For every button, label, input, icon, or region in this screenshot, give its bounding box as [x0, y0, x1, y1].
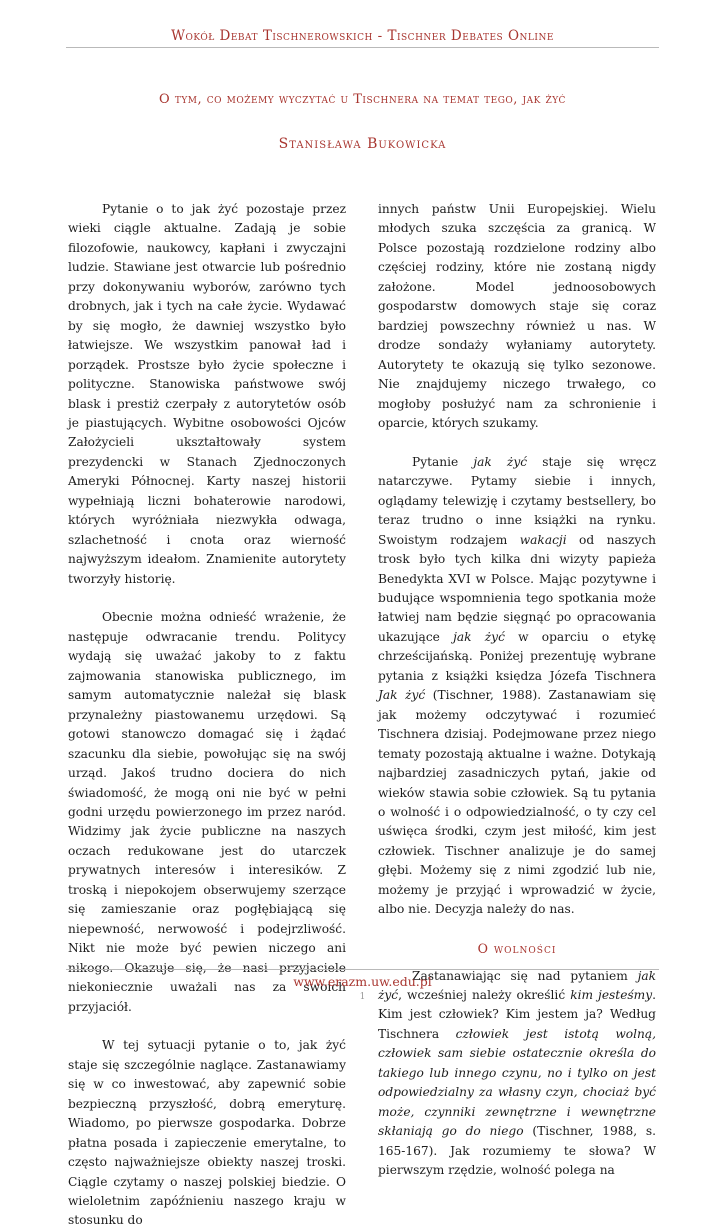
paragraph: Pytanie jak żyć staje się wręcz natarczywe. Pytamy siebie i innych, oglądamy telewizję i czytamy bestsellery, bo teraz trudno o inne książki na rynku. Swoistym rodzajem wakacji od naszych trosk było tych kilka dni wizyty papieża Benedykta XVI w Polsce. Mając pozytywne i budujące wspomnienia tego spotkania może łatwiej nam będzie sięgnąć po opracowania ukazujące jak żyć w oparciu o etykę chrześcijańską. Poniżej prezentuję wybrane pytania z książki księdza Józefa Tischnera Jak żyć (Tischner, 1988). Zastanawiam się jak możemy odczytywać i rozumieć Tischnera dzisiaj. Podejmowane przez niego tematy pozostają aktualne i ważne. Dotykają najbardziej zasadniczych pytań, jakie od wieków stawia sobie człowiek. Są tu pytania o wolność i o odpowiedzialność, o ty czy cel uświęca środki, czym jest miłość, kim jest człowiek. Tischner analizuje je do samej głębi. Możemy się z nimi zgodzić lub nie, możemy je przyjąć i wprowadzić w życie, albo nie. Decyzja należy do nas. [378, 454, 657, 917]
left-column [68, 200, 346, 1231]
section-heading: O wolności [477, 941, 557, 957]
footer-link[interactable]: www.erazm.uw.edu.pl [293, 974, 432, 989]
author-name: Stanisława Bukowicka [278, 136, 447, 152]
page-number: 1 [359, 992, 366, 1002]
article-title: O tym, co możemy wyczytać u Tischnera na temat tego, jak żyć [159, 92, 566, 107]
paragraph: W tej sytuacji pytanie o to, jak żyć staje się szczególnie naglące. Zastanawiamy się w co inwestować, aby zapewnić sobie bezpieczną przyszłość, dobrą emeryturę. Wiadomo, po pierwsze gospodarka. Dobrze płatna posada i zapieczenie emerytalne, to często najważniejsze obiekty naszej troski. Ciągle czytamy o naszej polskiej biedzie. O wieloletnim zapóźnieniu naszego kraju w stosunku do [68, 1038, 346, 1228]
paragraph: innych państw Unii Europejskiej. Wielu młodych szuka szczęścia za granicą. W Polsce pozostają rozdzielone rodziny albo częściej rodziny, które nie zostaną nigdy założone. Model jednoosobowych gospodarstw domowych staje się coraz bardziej powszechny również u nas. W drodze sondaży wyłaniamy autorytety. Autorytety te okazują się tylko sezonowe. Nie znajdujemy niczego trwałego, co mogłoby posłużyć nam za schronienie i oparcie, których szukamy. [378, 202, 656, 430]
paragraph: Obecnie można odnieść wrażenie, że następuje odwracanie trendu. Politycy wydają się uważać jakoby to z faktu zajmowania stanowiska publicznego, im samym automatycznie należał się blask przynależny piastowanemu urzędowi. Są gotowi stanowczo domagać się i żądać szacunku dla siebie, powołując się na swój urząd. Jakoś trudno dociera do nich świadomość, że mogą oni nie być w pełni godni urzędu powierzonego im przez naród. Widzimy jak życie publiczne na naszych oczach redukowane jest do utarczek prywatnych interesów i interesików. Z troską i niepokojem obserwujemy szerzące się zamieszanie oraz pogłębiającą się niepewność, nerwowość i podejrzliwość. Nikt nie może być pewien niczego ani nikogo. Okazuje się, że nasi przyjaciele niekoniecznie uważali nas za swoich przyjaciół. [68, 610, 346, 1014]
paragraph: Zastanawiając się nad pytaniem jak żyć, wcześniej należy określić kim jesteśmy. Kim jest człowiek? Kim jestem ja? Według Tischnera człowiek jest istotą wolną, człowiek sam siebie ostatecznie określa do takiego lub innego czynu, no i tylko on jest odpowiedzialny za własny czyn, chociaż być może, czynniki zewnętrzne i wewnętrzne skłaniają go do niego (Tischner, 1988, s. 165-167). Jak rozumiemy te słowa? W pierwszym rzędzie, wolność polega na [378, 968, 657, 1178]
paragraph: Pytanie o to jak żyć pozostaje przez wieki ciągle aktualne. Zadają je sobie filozofowie, naukowcy, kapłani i zwyczajni ludzie. Stawiane jest otwarcie lub pośrednio przy dokonywaniu wyborów, zarówno tych drobnych, jak i tych na całe życie. Wydawać by się mogło, że dawniej wszystko było łatwiejsze. We wszystkim panował ład i porządek. Prostsze było życie społeczne i polityczne. Stanowiska państwowe swój blask i prestiż czerpały z autorytetów osób je piastujących. Wybitne osobowości Ojców Założycieli ukształtowały system prezydencki w Stanach Zjednoczonych Ameryki Północnej. Karty naszej historii wypełniają liczni bohaterowie narodowi, których wyróżniała niezwykła odwaga, szlachetność i cnota oraz wierność najwyższym ideałom. Znamienite autorytety tworzyły historię. [68, 202, 346, 586]
right-column [378, 200, 656, 1181]
running-head: Wokół Debat Tischnerowskich - Tischner Debates Online [171, 28, 554, 44]
header-divider [66, 47, 659, 48]
footer-divider [66, 969, 659, 970]
